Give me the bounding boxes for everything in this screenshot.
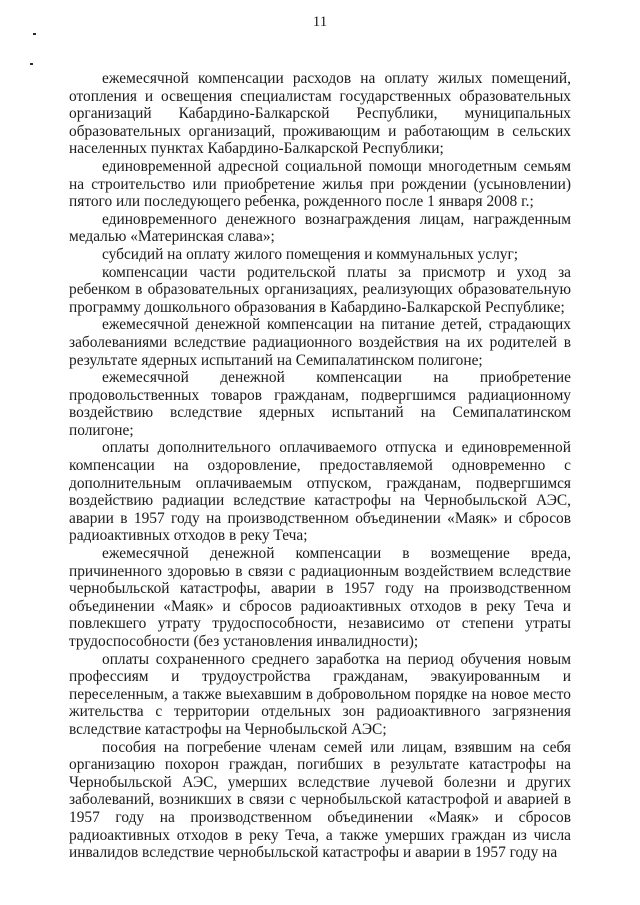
- paragraph: субсидий на оплату жилого помещения и коммунальных услуг;: [102, 245, 519, 263]
- paragraph: пособия на погребение членам семей или лицам, взявшим на себя организацию похорон граждан, погибших в результате катастрофы на Чернобыльской АЭС, умерших вследствие лучевой болезни и других заболеваний, возникших в связи с чернобыльской катастрофой и аварией в 1957 году на производственном объединении «Маяк» и сбросов радиоактивных отходов в реку Теча, а также умерших граждан из числа инвалидов вследствие чернобыльской катастрофы и аварии в 1957 году на: [69, 738, 571, 862]
- paragraph: ежемесячной денежной компенсации в возмещение вреда, причиненного здоровью в связи с радиационным воздействием вследствие чернобыльской катастрофы, аварии в 1957 году на производственном объединении «Маяк» и сбросов радиоактивных отходов в реку Теча и повлекшего утрату трудоспособности, независимо от степени утраты трудоспособности (без установления инвалидности);: [69, 545, 571, 650]
- scan-mark: [33, 33, 36, 35]
- paragraph: ежемесячной компенсации расходов на оплату жилых помещений, отопления и освещения специалистам государственных образовательных организаций Кабардино-Балкарской Республики, муниципальных образовательных организаций, проживающим и работающим в сельских населенных пунктах Кабардино-Балкарской Республики;: [69, 70, 571, 158]
- paragraph: единовременного денежного вознаграждения лицам, награжденным медалью «Материнская слава»;: [69, 210, 571, 246]
- paragraph: ежемесячной денежной компенсации на питание детей, страдающих заболеваниями вследствие радиационного воздействия на их родителей в результате ядерных испытаний на Семипалатинском полигоне;: [69, 316, 571, 369]
- paragraph: ежемесячной денежной компенсации на приобретение продовольственных товаров гражданам, подвергшимся радиационному воздействию вследствие ядерных испытаний на Семипалатинском полигоне;: [69, 369, 571, 439]
- document-body: [69, 70, 571, 862]
- paragraph: компенсации части родительской платы за присмотр и уход за ребенком в образовательных организациях, реализующих образовательную программу дошкольного образования в Кабардино-Балкарской Республике;: [69, 263, 571, 316]
- page-number: 11: [312, 14, 328, 30]
- paragraph: единовременной адресной социальной помощи многодетным семьям на строительство или приобретение жилья при рождении (усыновлении) пятого или последующего ребенка, рожденного после 1 января 2008 г.;: [69, 157, 571, 211]
- paragraph: оплаты дополнительного оплачиваемого отпуска и единовременной компенсации на оздоровление, предоставляемой одновременно с дополнительным оплачиваемым отпуском, гражданам, подвергшимся воздействию радиации вследствие катастрофы на Чернобыльской АЭС, аварии в 1957 году на производственном объединении «Маяк» и сбросов радиоактивных отходов в реку Теча;: [69, 439, 571, 545]
- scan-mark: [30, 63, 33, 65]
- paragraph: оплаты сохраненного среднего заработка на период обучения новым профессиям и трудоустройства гражданам, эвакуированным и переселенным, а также выехавшим в добровольном порядке на новое место жительства с территории отдельных зон радиоактивного загрязнения вследствие катастрофы на Чернобыльской АЭС;: [69, 650, 571, 738]
